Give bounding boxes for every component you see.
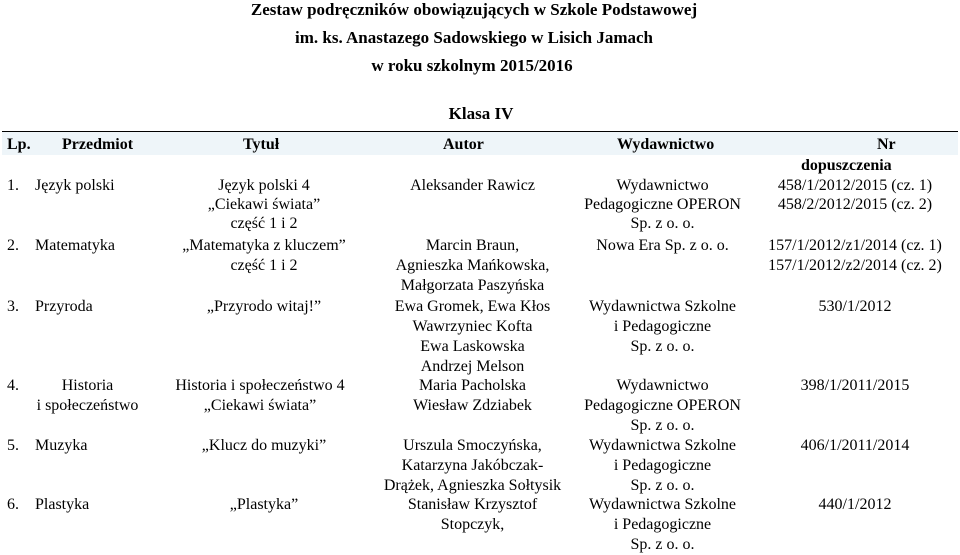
- header-subject: Przedmiot: [62, 136, 134, 153]
- row-publisher: Wydawnictwo: [616, 177, 709, 194]
- row-publisher: Pedagogiczne OPERON: [584, 196, 741, 213]
- row-title: „Klucz do muzyki”: [201, 437, 327, 454]
- row-subject: Historia: [61, 377, 114, 394]
- row-nr: 406/1/2011/2014: [800, 437, 910, 454]
- row-publisher: Pedagogiczne OPERON: [584, 397, 741, 414]
- row-publisher: Sp. z o. o.: [630, 417, 695, 434]
- row-author: Stanisław Krzysztof: [407, 496, 538, 513]
- row-title: „Matematyka z kluczem”: [182, 237, 346, 254]
- row-author: Stopczyk,: [440, 516, 505, 533]
- row-lp: 6.: [7, 496, 19, 513]
- doc-title-line-2: im. ks. Anastazego Sadowskiego w Lisich Jamach: [295, 28, 653, 47]
- row-publisher: i Pedagogiczne: [613, 318, 712, 335]
- header-lp: Lp.: [7, 136, 31, 153]
- row-author: Urszula Smoczyńska,: [403, 437, 542, 454]
- row-author: Aleksander Rawicz: [410, 177, 535, 194]
- row-subject: Język polski: [35, 177, 115, 194]
- row-title: „Ciekawi świata”: [207, 196, 321, 213]
- row-title: „Ciekawi świata”: [203, 397, 317, 414]
- row-author: Andrzej Melson: [420, 358, 525, 375]
- row-author: Ewa Gromek, Ewa Kłos: [394, 298, 551, 315]
- row-author: Agnieszka Mańkowska,: [395, 257, 550, 274]
- row-publisher: Wydawnictwo: [616, 377, 709, 394]
- row-title: Język polski 4: [218, 177, 310, 194]
- row-nr: 398/1/2011/2015: [800, 377, 910, 394]
- row-nr: 458/1/2012/2015 (cz. 1): [777, 177, 933, 194]
- row-author: Katarzyna Jakóbczak-: [401, 457, 544, 474]
- doc-title-line-1: Zestaw podręczników obowiązujących w Szkole Podstawowej: [250, 0, 698, 19]
- row-title: część 1 i 2: [230, 257, 298, 274]
- row-publisher: i Pedagogiczne: [613, 516, 712, 533]
- row-publisher: Sp. z o. o.: [630, 338, 695, 355]
- row-subject: Plastyka: [35, 496, 90, 513]
- row-publisher: Wydawnictwa Szkolne: [589, 437, 736, 454]
- row-publisher: Sp. z o. o.: [630, 215, 695, 232]
- header-author: Autor: [443, 136, 484, 153]
- row-author: Drążek, Agnieszka Sołtysik: [383, 477, 562, 494]
- header-nr-line2: dopuszczenia: [801, 157, 892, 174]
- row-subject: Matematyka: [35, 237, 115, 254]
- row-publisher: i Pedagogiczne: [613, 457, 712, 474]
- class-label: Klasa IV: [448, 104, 514, 123]
- row-subject: Muzyka: [35, 437, 88, 454]
- row-subject: Przyroda: [35, 298, 93, 315]
- row-lp: 1.: [7, 177, 19, 194]
- row-author: Wiesław Zdziabek: [413, 397, 532, 414]
- row-publisher: Sp. z o. o.: [630, 536, 695, 553]
- row-publisher: Wydawnictwa Szkolne: [589, 298, 736, 315]
- row-nr: 530/1/2012: [818, 298, 892, 315]
- row-publisher: Nowa Era Sp. z o. o.: [596, 237, 729, 254]
- row-publisher: Sp. z o. o.: [630, 477, 695, 494]
- row-title: Historia i społeczeństwo 4: [175, 377, 345, 394]
- row-lp: 5.: [7, 437, 19, 454]
- row-publisher: Wydawnictwa Szkolne: [589, 496, 736, 513]
- row-author: Maria Pacholska: [418, 377, 527, 394]
- header-title: Tytuł: [243, 136, 280, 153]
- row-nr: 440/1/2012: [818, 496, 892, 513]
- row-lp: 4.: [7, 377, 19, 394]
- row-title: „Plastyka”: [229, 496, 299, 513]
- row-lp: 3.: [7, 298, 19, 315]
- row-title: „Przyrodo witaj!”: [206, 298, 322, 315]
- row-nr: 157/1/2012/z2/2014 (cz. 2): [768, 257, 942, 274]
- doc-title-line-3: w roku szkolnym 2015/2016: [371, 56, 573, 75]
- row-author: Wawrzyniec Kofta: [412, 318, 533, 335]
- row-title: część 1 i 2: [230, 215, 298, 232]
- row-nr: 458/2/2012/2015 (cz. 2): [777, 196, 933, 213]
- row-author: Ewa Laskowska: [420, 338, 525, 355]
- row-author: Małgorzata Paszyńska: [400, 277, 545, 294]
- row-lp: 2.: [7, 237, 19, 254]
- row-subject: i społeczeństwo: [36, 397, 139, 414]
- header-nr: Nr: [877, 136, 896, 153]
- row-author: Marcin Braun,: [425, 237, 520, 254]
- header-publisher: Wydawnictwo: [617, 136, 715, 153]
- row-nr: 157/1/2012/z1/2014 (cz. 1): [768, 237, 942, 254]
